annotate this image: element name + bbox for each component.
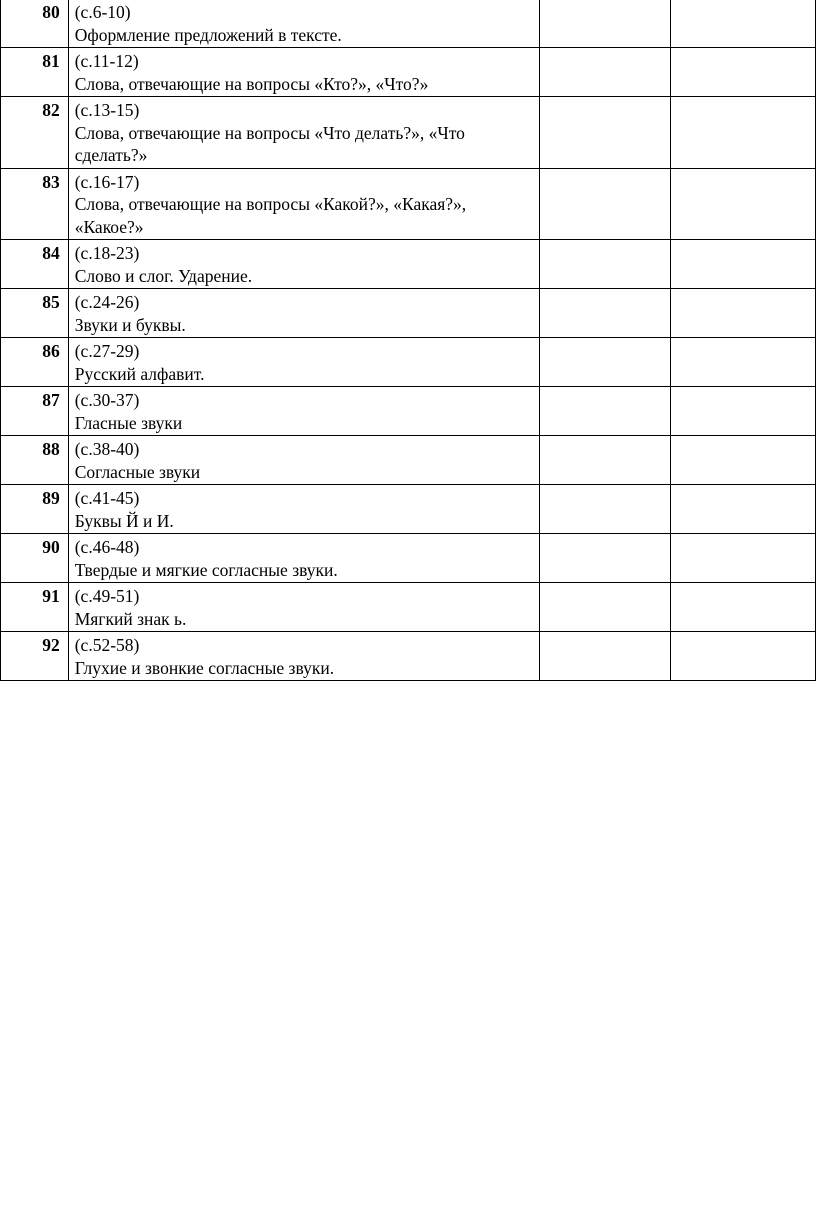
empty-cell: [539, 485, 670, 534]
lesson-title: Слова, отвечающие на вопросы «Что делать?», «Что сделать?»: [74, 122, 465, 165]
lesson-number: 92: [1, 632, 69, 681]
lesson-pages: (с.11-12): [74, 51, 139, 71]
lesson-number: 80: [1, 0, 69, 48]
lesson-title: Глухие и звонкие согласные звуки.: [74, 657, 335, 678]
empty-cell: [671, 338, 816, 387]
empty-cell: [539, 534, 670, 583]
lesson-topic: [68, 338, 539, 387]
lesson-pages: (с.18-23): [74, 243, 140, 263]
empty-cell: [539, 48, 670, 97]
lesson-pages: (с.13-15): [74, 100, 140, 120]
lesson-topic: [68, 485, 539, 534]
lesson-number: 84: [1, 240, 69, 289]
lesson-number: 86: [1, 338, 69, 387]
empty-cell: [539, 240, 670, 289]
lesson-title: Твердые и мягкие согласные звуки.: [74, 559, 338, 580]
lesson-number: 81: [1, 48, 69, 97]
lesson-pages: (с.41-45): [74, 488, 140, 508]
lesson-title: Слова, отвечающие на вопросы «Какой?», «Какая?», «Какое?»: [74, 194, 467, 237]
lesson-title: Гласные звуки: [74, 412, 183, 433]
empty-cell: [671, 97, 816, 169]
table-row: [1, 240, 816, 289]
table-row: [1, 97, 816, 169]
table-row: [1, 436, 816, 485]
table-row: [1, 583, 816, 632]
lesson-topic: [68, 387, 539, 436]
lesson-pages: (с.27-29): [74, 341, 140, 361]
table-row: [1, 289, 816, 338]
empty-cell: [671, 168, 816, 240]
empty-cell: [671, 632, 816, 681]
empty-cell: [671, 436, 816, 485]
empty-cell: [539, 338, 670, 387]
table-row: [1, 387, 816, 436]
table-row: [1, 338, 816, 387]
lesson-title: Слова, отвечающие на вопросы «Кто?», «Что?»: [74, 73, 429, 94]
lesson-number: 82: [1, 97, 69, 169]
lesson-number: 83: [1, 168, 69, 240]
lessons-table-body: [1, 0, 816, 681]
lesson-pages: (с.30-37): [74, 390, 140, 410]
lesson-number: 91: [1, 583, 69, 632]
empty-cell: [671, 534, 816, 583]
lesson-topic: [68, 168, 539, 240]
empty-cell: [539, 436, 670, 485]
empty-cell: [539, 168, 670, 240]
empty-cell: [539, 0, 670, 48]
empty-cell: [539, 583, 670, 632]
lesson-title: Звуки и буквы.: [74, 314, 186, 335]
empty-cell: [671, 48, 816, 97]
table-row: [1, 0, 816, 48]
lesson-topic: [68, 240, 539, 289]
lesson-number: 89: [1, 485, 69, 534]
table-row: [1, 168, 816, 240]
empty-cell: [671, 387, 816, 436]
empty-cell: [671, 240, 816, 289]
empty-cell: [539, 632, 670, 681]
empty-cell: [671, 289, 816, 338]
lesson-number: 88: [1, 436, 69, 485]
table-row: [1, 48, 816, 97]
lesson-number: 87: [1, 387, 69, 436]
lesson-pages: (с.16-17): [74, 171, 140, 192]
lesson-title: Согласные звуки: [74, 461, 201, 482]
lesson-topic: [68, 48, 539, 97]
lesson-number: 85: [1, 289, 69, 338]
lesson-topic: [68, 632, 539, 681]
table-row: [1, 485, 816, 534]
lesson-title: Оформление предложений в тексте.: [74, 24, 342, 45]
lesson-pages: (с.52-58): [74, 635, 140, 655]
lesson-pages: (с.46-48): [74, 537, 140, 557]
lesson-topic: [68, 583, 539, 632]
table-row: [1, 534, 816, 583]
lesson-pages: (с.6-10): [74, 2, 131, 22]
lesson-topic: [68, 436, 539, 485]
lesson-pages: (с.24-26): [74, 292, 140, 312]
lesson-topic: [68, 534, 539, 583]
lesson-title: Буквы Й и И.: [74, 510, 174, 531]
lesson-topic: [68, 97, 539, 169]
empty-cell: [539, 387, 670, 436]
empty-cell: [671, 583, 816, 632]
lesson-topic: [68, 0, 539, 48]
lesson-title: Русский алфавит.: [74, 363, 205, 384]
lesson-title: Слово и слог. Ударение.: [74, 265, 253, 286]
lesson-topic: [68, 289, 539, 338]
empty-cell: [539, 97, 670, 169]
lesson-pages: (с.38-40): [74, 439, 140, 459]
lesson-number: 90: [1, 534, 69, 583]
empty-cell: [671, 485, 816, 534]
table-row: [1, 632, 816, 681]
empty-cell: [671, 0, 816, 48]
lesson-title: Мягкий знак ь.: [74, 608, 187, 629]
empty-cell: [539, 289, 670, 338]
lesson-pages: (с.49-51): [74, 586, 140, 606]
